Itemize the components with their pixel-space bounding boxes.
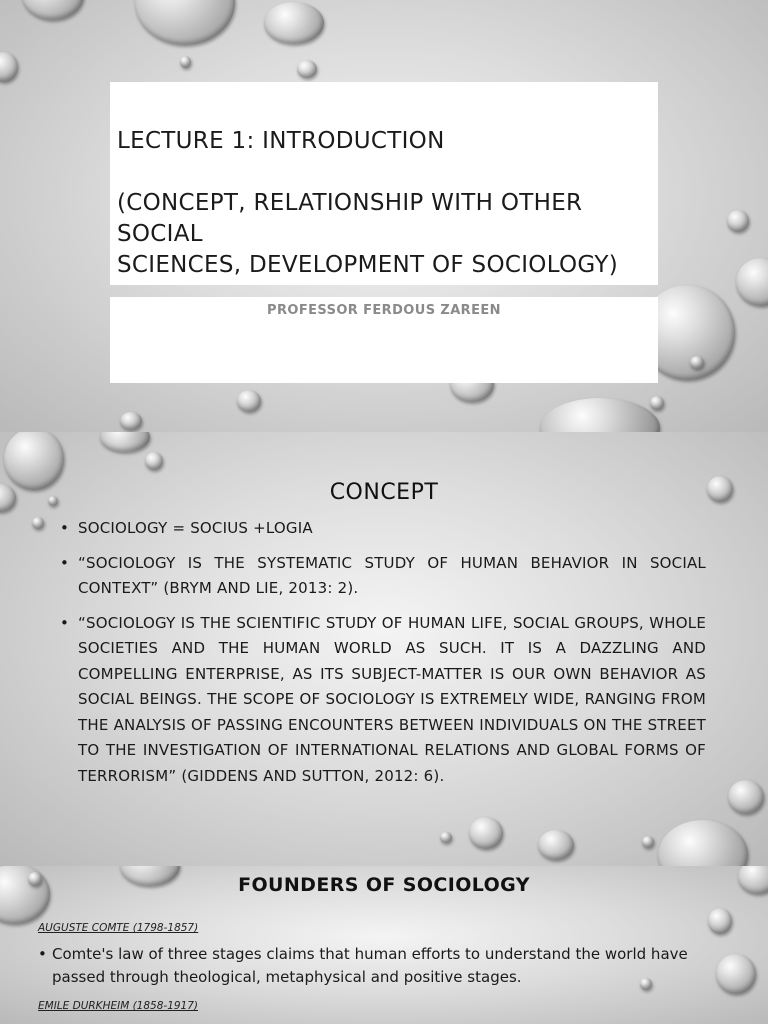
water-drop (32, 517, 44, 529)
title-line: (CONCEPT, RELATIONSHIP WITH OTHER SOCIAL (117, 190, 583, 247)
concept-slide (0, 432, 768, 866)
water-drop (736, 258, 768, 306)
water-drop (708, 908, 732, 934)
slide-heading: CONCEPT (329, 480, 439, 505)
water-drop (0, 52, 18, 82)
slide-heading: FOUNDERS OF SOCIOLOGY (238, 874, 530, 896)
founder-subheading: AUGUSTE COMTE (1798-1857) (38, 922, 199, 934)
water-drop (469, 817, 503, 849)
bullet-item: • “SOCIOLOGY IS THE SCIENTIFIC STUDY OF HUMAN LIFE, SOCIAL GROUPS, WHOLE SOCIETIES AND THE HUMAN WORLD AS SUCH. IT IS A DAZZLING AND COMPELLING ENTERPRISE, AS ITS SUBJECT-MATTER IS OUR OWN BEHAVIOR AS SOCIAL BEINGS. THE SCOPE OF SOCIOLOGY IS EXTREMELY WIDE, RANGING FROM THE ANALYSIS OF PASSING ENCOUNTERS BETWEEN INDIVIDUALS ON THE STREET TO THE INVESTIGATION OF INTERNATIONAL RELATIONS AND GLOBAL FORMS OF TERRORISM” (GIDDENS AND SUTTON, 2012: 6). (60, 611, 706, 790)
water-drop (145, 452, 163, 470)
water-drop (642, 836, 654, 848)
title-slide (0, 0, 768, 432)
water-drop (650, 396, 664, 410)
water-drop (727, 210, 749, 232)
founders-slide (0, 866, 768, 1024)
water-drop (440, 832, 452, 843)
slide-title (117, 126, 647, 281)
founder-text: Comte's law of three stages claims that human efforts to understand the world have passed through theological, metaphysical and positive stages. (52, 945, 688, 986)
water-drop (22, 0, 84, 20)
water-drop (135, 0, 235, 45)
water-drop (237, 390, 261, 412)
water-drop (297, 60, 317, 78)
water-drop (540, 398, 660, 432)
founder-description (38, 943, 698, 989)
bullet-glyph: • (38, 945, 47, 963)
water-drop (658, 820, 748, 866)
bullet-item: • SOCIOLOGY = SOCIUS +LOGIA (60, 516, 706, 542)
water-drop (690, 356, 704, 369)
presenter-name: PROFESSOR FERDOUS ZAREEN (267, 303, 501, 318)
water-drop (100, 432, 150, 452)
water-drop (264, 2, 324, 44)
bullet-list (60, 516, 706, 798)
bullet-item: • “SOCIOLOGY IS THE SYSTEMATIC STUDY OF HUMAN BEHAVIOR IN SOCIAL CONTEXT” (BRYM AND LIE, 2013: 2). (60, 551, 706, 602)
water-drop (120, 412, 142, 430)
water-drop (728, 780, 764, 814)
water-drop (538, 830, 574, 860)
water-drop (716, 954, 756, 994)
water-drop (180, 56, 191, 68)
title-line: LECTURE 1: INTRODUCTION (117, 128, 445, 154)
title-line: SCIENCES, DEVELOPMENT OF SOCIOLOGY) (117, 252, 619, 278)
founder-subheading: EMILE DURKHEIM (1858-1917) (38, 1000, 199, 1012)
